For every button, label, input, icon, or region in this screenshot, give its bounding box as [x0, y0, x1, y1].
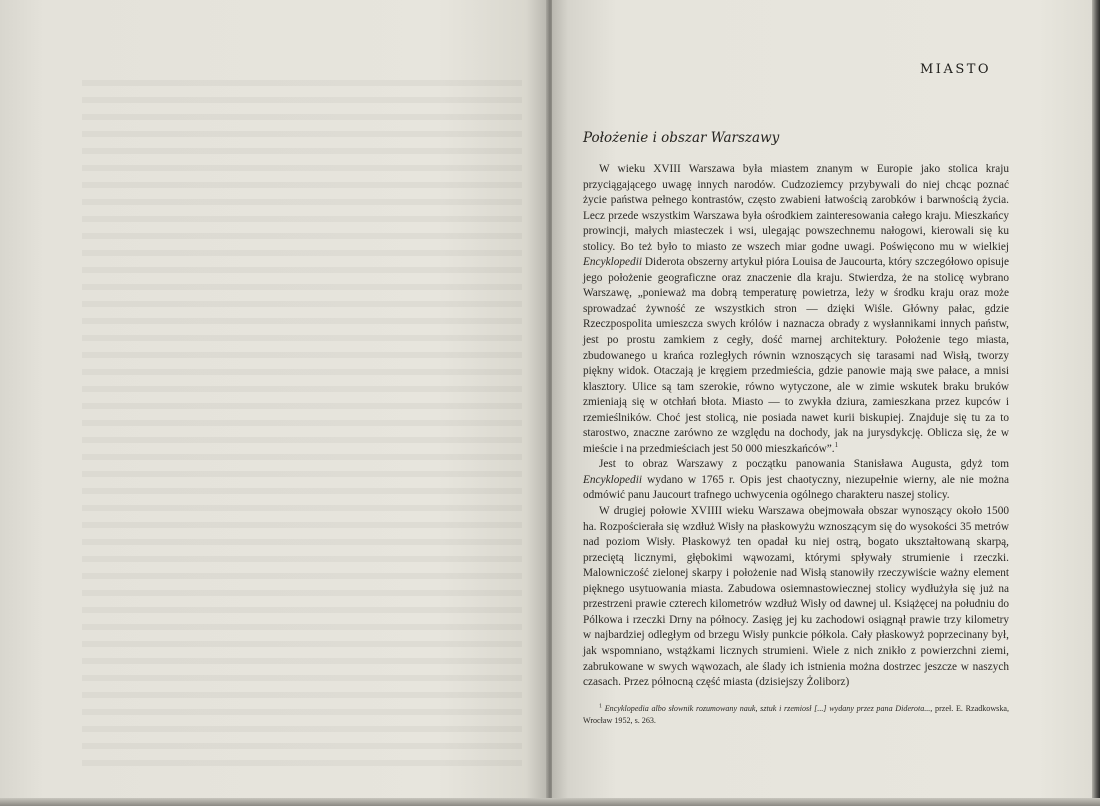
- footnote: [583, 703, 1009, 727]
- running-head: MIASTO: [920, 62, 992, 77]
- paragraph-text: wydano w 1765 r. Opis jest chaotyczny, niezupełnie wierny, ale nie można odmówić panu Jaucourt trafnego uchwycenia ogólnego charakteru naszej stolicy.: [583, 473, 1009, 502]
- paragraph-text: W wieku XVIII Warszawa była miastem znanym w Europie jako stolica kraju przyciągającego uwagę innych narodów. Cudzoziemcy przybywali do niej chcąc poznać życie państwa pełnego kontrastów, często zwabieni łatwością zarobków i barwnością życia. Lecz przede wszystkim Warszawa była ośrodkiem zainteresowania całego kraju. Mieszkańcy prowincji, małych miasteczek i wsi, ulegając powszechnemu nałogowi, kierowali się ku stolicy. Bo też było to miasto ze wszech miar godne uwagi. Poświęcono mu w wielkiej: [583, 163, 1009, 253]
- italic-title: Encyklopedii: [583, 473, 642, 486]
- section-title: Położenie i obszar Warszawy: [583, 130, 780, 146]
- left-page: [0, 0, 548, 806]
- italic-title: Encyklopedii: [583, 256, 642, 269]
- body-text: [583, 162, 1009, 691]
- footnote-number: 1: [599, 703, 602, 710]
- page-edge: [1092, 0, 1100, 806]
- paragraph-text: W drugiej połowie XVIIII wieku Warszawa obejmowała obszar wynoszący około 1500 ha. Rozpościerała się wzdłuż Wisły na płaskowyżu wznoszącym się do wysokości 35 metrów nad poziom Wisły. Płaskowyż ten opadał ku niej ostrą, bogato ukształtowaną skarpą, przeciętą licznymi, głębokimi wąwozami, którymi spływały strumienie i rzeczki. Malowniczość zielonej skarpy i położenie nad Wisłą stanowiły rzeczywiście ważny element pięknego usytuowania miasta. Zabudowa osiemnastowiecznej stolicy wydłużyła się już na przestrzeni prawie czterech kilometrów wzdłuż Wisły od dawnej ul. Książęcej na południu do Pólkowa i rzeczki Drny na północy. Zasięg jej ku zachodowi osiągnął prawie trzy kilometry w najbardziej odległym od brzegu Wisły punkcie półkola. Cały płaskowyż poprzecinany był, jak wspomniano, wstążkami licznych strumieni. Wiele z nich znikło z powierzchni ziemi, zabrukowane w swych wąwozach, ale ślady ich istnienia można dostrzec jeszcze w naszych czasach. Przez północną część miasta (dzisiejszy Żoliborz): [583, 505, 1009, 689]
- paragraph-text: Diderota obszerny artykuł pióra Louisa de Jaucourta, który szczegółowo opisuje jego położenie geograficzne oraz znaczenie dla kraju. Stwierdza, że na stolicę wybrano Warszawę, „ponieważ ma dobrą temperaturę powietrza, leży w środku kraju oraz może sprowadzać żywność ze wszystkich stron — dzięki Wiśle. Główny pałac, gdzie Rzeczpospolita umieszcza swych królów i naznacza obrady z wysłannikami innych państw, jest po prostu zamkiem z cegły, dość marnej architektury. Położenie tego miasta, zbudowanego u krańca rozległych równin wznoszących się tarasami nad Wisłą, tworzy piękny widok. Otaczają je kręgiem przedmieścia, gdzie panowie mają swe pałace, a mnisi klasztory. Ulice są tam szerokie, równo wytyczone, ale w zimie wskutek braku bruków zmieniają się w otchłań błota. Miasto — to zwykła dziura, zamieszkana przez kupców i rzemieślników. Choć jest stolicą, nie posiada nawet kurii biskupiej. Znajduje się tu za to starostwo, znaczne zarówno ze względu na dochody, jak na jurysdykcję. Oblicza się, że w mieście i na przedmieściach jest 50 000 mieszkańców”.: [583, 256, 1009, 455]
- paragraph: [583, 457, 1009, 504]
- paragraph: [583, 504, 1009, 691]
- footnote-reference: 1: [834, 441, 839, 450]
- footnote-publication: przeł. E. Rzadkowska, Wrocław 1952, s. 263.: [583, 704, 1009, 725]
- page-edge-bottom: [0, 798, 1100, 806]
- paragraph: [583, 162, 1009, 457]
- paragraph-text: Jest to obraz Warszawy z początku panowania Stanisława Augusta, gdyż tom: [599, 458, 1009, 471]
- footnote-citation: Encyklopedia albo słownik rozumowany nauk, sztuk i rzemiosł [...] wydany przez pana Diderota...,: [604, 704, 933, 713]
- show-through-text: [82, 80, 522, 770]
